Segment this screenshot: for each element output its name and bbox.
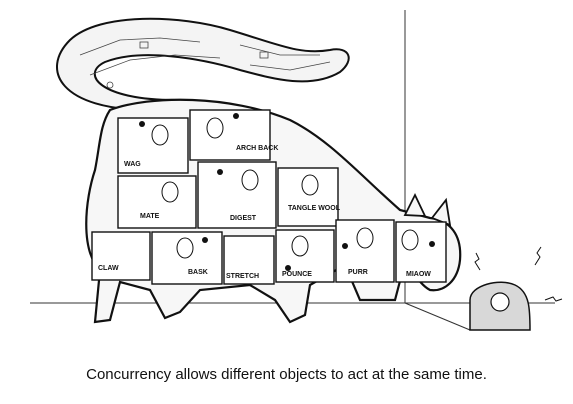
panel-label-purr: PURR — [348, 269, 368, 276]
mouse-face — [491, 293, 509, 311]
panel-label-miaow: MIAOW — [406, 271, 431, 278]
panel-label-bask: BASK — [188, 269, 208, 276]
panel-label-pounce: POUNCE — [282, 271, 312, 278]
panel-claw — [92, 232, 150, 280]
panel-label-arch-back: ARCH BACK — [236, 145, 279, 152]
cat-tail — [57, 19, 349, 110]
panel-label-claw: CLAW — [98, 265, 119, 272]
panel-label-stretch: STRETCH — [226, 273, 260, 280]
panel-label-mate: MATE — [140, 213, 160, 220]
figure-caption: Concurrency allows different objects to act at the same time. — [86, 366, 487, 383]
panel-mate — [118, 176, 196, 228]
panel-label-wag: WAG — [124, 161, 141, 168]
panel-label-tangle-wool: TANGLE WOOL — [288, 205, 340, 212]
panel-arch-back — [190, 110, 270, 160]
panel-label-digest: DIGEST — [230, 215, 257, 222]
floor-corner-line — [405, 303, 470, 330]
cat-ear-left — [405, 195, 425, 216]
